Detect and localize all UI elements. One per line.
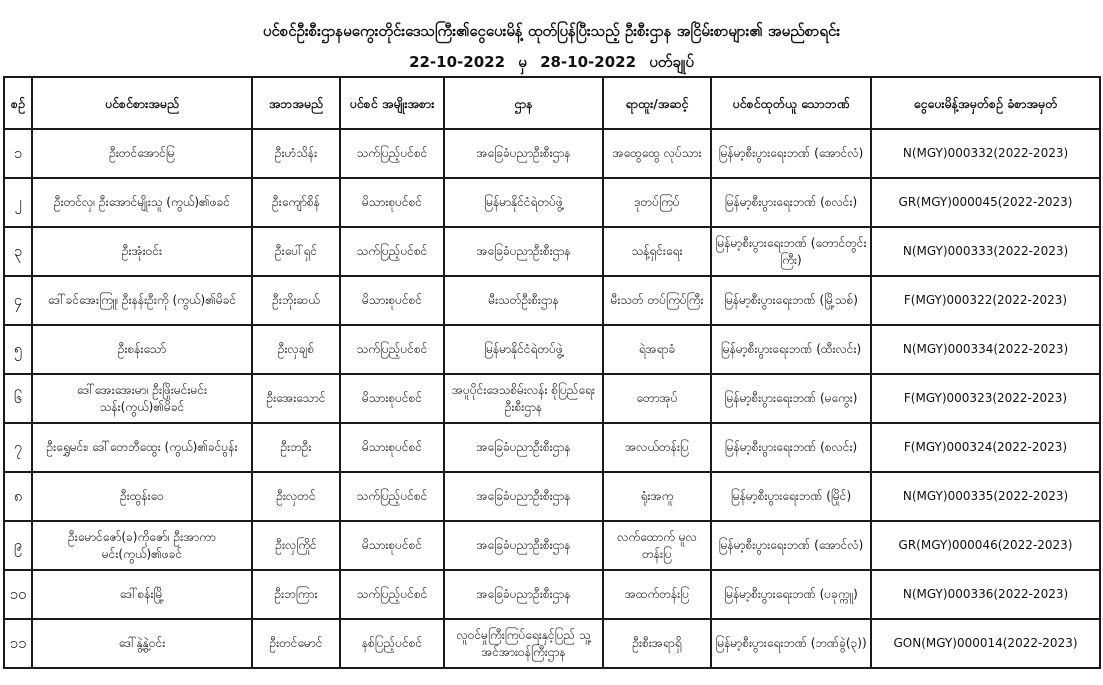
- cell-father-name: ဦးဘဦး: [252, 423, 340, 472]
- cell-serial: ၃: [4, 227, 32, 276]
- table-row: [4, 619, 1100, 668]
- header-order-number: ငွေပေးမိန့်အမှတ်စဉ် ခံစာအမှတ်: [871, 77, 1100, 129]
- cell-father-name: ဦးလှကြိုင်: [252, 521, 340, 570]
- cell-department: အခြေခံပညာဦးစီးဌာန: [444, 472, 603, 521]
- cell-department: မြန်မာနိုင်ငံရဲတပ်ဖွဲ့: [444, 178, 603, 227]
- cell-order-number: F(MGY)000322(2022-2023): [871, 276, 1100, 325]
- cell-pension-type: နစ်ပြည့်ပင်စင်: [340, 619, 444, 668]
- table-row: [4, 521, 1100, 570]
- cell-father-name: ဦးလှချစ်: [252, 325, 340, 374]
- table-row: [4, 227, 1100, 276]
- cell-pension-type: သက်ပြည့်ပင်စင်: [340, 129, 444, 178]
- table-row: [4, 178, 1100, 227]
- header-serial: စဉ်: [4, 77, 32, 129]
- cell-father-name: ဦးကျော်စိန်: [252, 178, 340, 227]
- cell-pension-type: သက်ပြည့်ပင်စင်: [340, 570, 444, 619]
- page-title: ပင်စင်ဦးစီးဌာနမကွေးတိုင်းဒေသကြီး၏ငွေပေးမိန့် ထုတ်ပြန်ပြီးသည့် ဦးစီးဌာန အငြိမ်းစာများ၏ အမည်စာရင်း: [262, 22, 841, 40]
- cell-order-number: GR(MGY)000046(2022-2023): [871, 521, 1100, 570]
- cell-order-number: N(MGY)000332(2022-2023): [871, 129, 1100, 178]
- cell-pensioner-name: ဒေါ်စန်းမြို့: [32, 570, 252, 619]
- cell-father-name: ဦးပေါ်ရှင်: [252, 227, 340, 276]
- table-body: [4, 129, 1100, 668]
- cell-rank: သန့်ရှင်းရေး: [603, 227, 711, 276]
- cell-pensioner-name: ဦးထွန်းဝေ: [32, 472, 252, 521]
- cell-serial: ၅: [4, 325, 32, 374]
- cell-order-number: F(MGY)000324(2022-2023): [871, 423, 1100, 472]
- cell-order-number: N(MGY)000333(2022-2023): [871, 227, 1100, 276]
- table-row: [4, 472, 1100, 521]
- cell-serial: ၁၀: [4, 570, 32, 619]
- date-separator: မှ: [518, 53, 527, 71]
- cell-pension-type: သက်ပြည့်ပင်စင်: [340, 472, 444, 521]
- cell-father-name: ဦးဟံသိန်း: [252, 129, 340, 178]
- cell-pensioner-name: ဒေါ်နွဲ့နွဲ့ဝင်း: [32, 619, 252, 668]
- cell-order-number: GON(MGY)000014(2022-2023): [871, 619, 1100, 668]
- date-range: [0, 53, 1103, 75]
- table-row: [4, 423, 1100, 472]
- header-department: ဌာန: [444, 77, 603, 129]
- cell-bank: မြန်မာ့စီးပွားရေးဘဏ် (အောင်လံ): [711, 129, 871, 178]
- cell-department: အခြေခံပညာဦးစီးဌာန: [444, 521, 603, 570]
- cell-rank: အလယ်တန်းပြ: [603, 423, 711, 472]
- cell-rank: ဦးစီးအရာရှိ: [603, 619, 711, 668]
- cell-serial: ၈: [4, 472, 32, 521]
- cell-order-number: N(MGY)000335(2022-2023): [871, 472, 1100, 521]
- cell-pensioner-name: ဦးတင်အောင်မြ: [32, 129, 252, 178]
- cell-pension-type: သက်ပြည့်ပင်စင်: [340, 325, 444, 374]
- date-suffix: ပတ်ချုပ်: [649, 53, 694, 71]
- date-from: 22-10-2022: [409, 53, 506, 71]
- cell-serial: ၂: [4, 178, 32, 227]
- cell-department: မြန်မာနိုင်ငံရဲတပ်ဖွဲ့: [444, 325, 603, 374]
- cell-department: အခြေခံပညာဦးစီးဌာန: [444, 129, 603, 178]
- table-row: [4, 276, 1100, 325]
- cell-department: အခြေခံပညာဦးစီးဌာန: [444, 227, 603, 276]
- cell-bank: မြန်မာ့စီးပွားရေးဘဏ် (ပခုက္ကူ): [711, 570, 871, 619]
- cell-pensioner-name: ဦးအုံးဝင်း: [32, 227, 252, 276]
- cell-rank: လက်ထောက် မူလတန်းပြ: [603, 521, 711, 570]
- cell-bank: မြန်မာ့စီးပွားရေးဘဏ် (မကွေး): [711, 374, 871, 423]
- cell-rank: အထက်တန်းပြ: [603, 570, 711, 619]
- table-row: [4, 570, 1100, 619]
- header-pension-type: ပင်စင် အမျိုးအစား: [340, 77, 444, 129]
- header-rank: ရာထူး/အဆင့်: [603, 77, 711, 129]
- cell-serial: ၆: [4, 374, 32, 423]
- cell-department: မီးသတ်ဦးစီးဌာန: [444, 276, 603, 325]
- cell-bank: မြန်မာ့စီးပွားရေးဘဏ် (မြို့သစ်): [711, 276, 871, 325]
- cell-bank: မြန်မာ့စီးပွားရေးဘဏ် (ဘဏ်ခွဲ(၃)): [711, 619, 871, 668]
- cell-bank: မြန်မာ့စီးပွားရေးဘဏ် (စလင်း): [711, 178, 871, 227]
- date-to: 28-10-2022: [540, 53, 637, 71]
- cell-department: လူဝင်မှုကြီးကြပ်ရေးနှင့်ပြည် သူ့အင်အားဝန်ကြီးဌာန: [444, 619, 603, 668]
- cell-bank: မြန်မာ့စီးပွားရေးဘဏ် (စလင်း): [711, 423, 871, 472]
- cell-father-name: ဦးလှတင်: [252, 472, 340, 521]
- cell-bank: မြန်မာ့စီးပွားရေးဘဏ် (မြိုင်): [711, 472, 871, 521]
- cell-department: အခြေခံပညာဦးစီးဌာန: [444, 570, 603, 619]
- cell-rank: ဒုတပ်ကြပ်: [603, 178, 711, 227]
- cell-serial: ၁: [4, 129, 32, 178]
- cell-department: အခြေခံပညာဦးစီးဌာန: [444, 423, 603, 472]
- cell-pension-type: မိသားစုပင်စင်: [340, 374, 444, 423]
- cell-pension-type: မိသားစုပင်စင်: [340, 521, 444, 570]
- cell-rank: ရုံးအကူ: [603, 472, 711, 521]
- cell-pensioner-name: ဦးတင်လှ၊ ဦးအောင်မျိုးသူ (ကွယ်)၏ဖခင်: [32, 178, 252, 227]
- cell-serial: ၁၁: [4, 619, 32, 668]
- cell-bank: မြန်မာ့စီးပွားရေးဘဏ် (တောင်တွင်းကြီး): [711, 227, 871, 276]
- cell-father-name: ဦးအေးသောင်: [252, 374, 340, 423]
- cell-serial: ၉: [4, 521, 32, 570]
- table-row: [4, 374, 1100, 423]
- cell-rank: ရဲအရာခံ: [603, 325, 711, 374]
- cell-rank: အထွေထွေ လုပ်သား: [603, 129, 711, 178]
- cell-father-name: ဦးဘကြား: [252, 570, 340, 619]
- cell-father-name: ဦးဘိုးဆယ်: [252, 276, 340, 325]
- table-header-row: [4, 77, 1100, 129]
- cell-pension-type: မိသားစုပင်စင်: [340, 276, 444, 325]
- cell-pensioner-name: ဦးစန်းသော်: [32, 325, 252, 374]
- cell-order-number: N(MGY)000336(2022-2023): [871, 570, 1100, 619]
- cell-pensioner-name: ဦးရွှေမင်း၊ ဒေါ်တေဘီထွေး (ကွယ်)၏ခင်ပွန်း: [32, 423, 252, 472]
- cell-pensioner-name: ဒေါ်ခင်အေးကြူ၊ ဦးနန်းဦးကို (ကွယ်)၏မိခင်: [32, 276, 252, 325]
- cell-rank: တောအုပ်: [603, 374, 711, 423]
- cell-department: အပူပိုင်းဒေသစိမ်းလန်း စိုပြည်ရေးဦးစီးဌာန: [444, 374, 603, 423]
- cell-pensioner-name: ဒေါ်အေးအေးမာ၊ ဦးဖြိုးမင်းမင်းသန်း(ကွယ်)၏မိခင်: [32, 374, 252, 423]
- cell-order-number: GR(MGY)000045(2022-2023): [871, 178, 1100, 227]
- table-row: [4, 129, 1100, 178]
- header-pensioner-name: ပင်စင်စားအမည်: [32, 77, 252, 129]
- cell-order-number: N(MGY)000334(2022-2023): [871, 325, 1100, 374]
- cell-pensioner-name: ဦးမောင်ဇော်(ခ)ကိုဇော်၊ ဦးအာကာမင်း(ကွယ်)၏ဖခင်: [32, 521, 252, 570]
- table-row: [4, 325, 1100, 374]
- cell-order-number: F(MGY)000323(2022-2023): [871, 374, 1100, 423]
- header-father-name: အဘအမည်: [252, 77, 340, 129]
- cell-father-name: ဦးတင်မောင်: [252, 619, 340, 668]
- cell-bank: မြန်မာ့စီးပွားရေးဘဏ် (ထီးလင်း): [711, 325, 871, 374]
- cell-pension-type: သက်ပြည့်ပင်စင်: [340, 227, 444, 276]
- header-bank: ပင်စင်ထုတ်ယူ သောဘဏ်: [711, 77, 871, 129]
- cell-pension-type: မိသားစုပင်စင်: [340, 178, 444, 227]
- pension-register-table: [3, 76, 1101, 669]
- cell-serial: ၇: [4, 423, 32, 472]
- cell-serial: ၄: [4, 276, 32, 325]
- cell-rank: မီးသတ် တပ်ကြပ်ကြီး: [603, 276, 711, 325]
- cell-bank: မြန်မာ့စီးပွားရေးဘဏ် (အောင်လံ): [711, 521, 871, 570]
- cell-pension-type: မိသားစုပင်စင်: [340, 423, 444, 472]
